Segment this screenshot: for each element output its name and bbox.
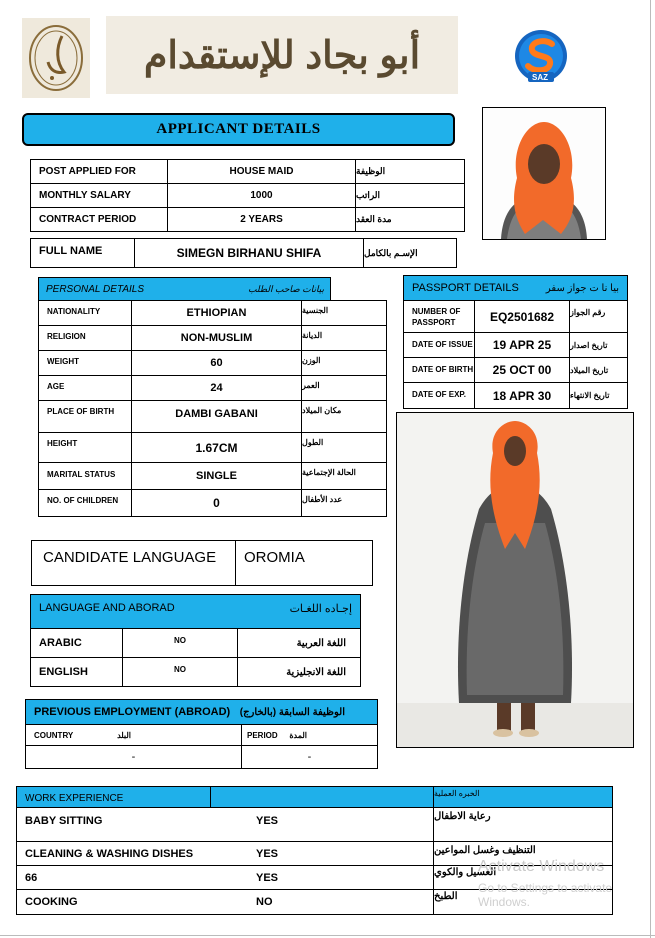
passport-number-label-text: NUMBER OF PASSPORT: [412, 306, 461, 327]
cooking-label: COOKING: [16, 889, 211, 915]
post-applied-ar: الوظيفة: [355, 159, 465, 184]
religion-label: RELIGION: [38, 325, 132, 351]
language-header-label: LANGUAGE AND ABORAD: [39, 602, 175, 614]
personal-header-label: PERSONAL DETAILS: [46, 283, 144, 295]
work-experience-header: WORK EXPERIENCE: [16, 786, 211, 808]
work-experience-header-mid: [210, 786, 434, 808]
applicant-full-body-photo: [396, 412, 634, 748]
issue-date-value: 19 APR 25: [474, 332, 570, 358]
full-name-value: SIMEGN BIRHANU SHIFA: [134, 238, 364, 268]
english-ar: اللغة الانجليزية: [237, 657, 361, 687]
language-header: [30, 594, 361, 629]
banner-text: أبو بجاد للإستقدام: [143, 34, 421, 77]
row-66-value: YES: [210, 865, 434, 890]
activate-windows-hint: Go to Settings to activate Windows.: [478, 881, 613, 909]
cooking-ar: الطبخ: [433, 889, 613, 915]
personal-header-ar: بيانات صاحب الطلب: [248, 283, 324, 294]
baby-sitting-value: YES: [210, 807, 434, 842]
row-66-label: 66: [16, 865, 211, 890]
salary-ar: الراتب: [355, 183, 465, 208]
nationality-value: ETHIOPIAN: [131, 300, 302, 326]
country-label: COUNTRY: [34, 730, 74, 740]
period-label: PERIOD: [247, 730, 278, 740]
passport-number-value: EQ2501682: [474, 300, 570, 333]
cooking-value: NO: [210, 889, 434, 915]
work-experience-header-ar: الخبره العملية: [433, 786, 613, 808]
period-header-cell: [241, 724, 378, 746]
marital-status-label: MARITAL STATUS: [38, 462, 132, 490]
issue-date-label: DATE OF ISSUE: [403, 332, 475, 358]
age-ar: العمر: [301, 375, 387, 401]
baby-sitting-label: BABY SITTING: [16, 807, 211, 842]
height-value: 1.67CM: [131, 432, 302, 463]
row-66-ar: الغسيل والكوي: [433, 865, 613, 890]
previous-employment-ar: الوظيفة السابقة (بالخارج): [239, 706, 345, 718]
contract-label: CONTRACT PERIOD: [30, 207, 168, 232]
cleaning-value: YES: [210, 841, 434, 866]
weight-value: 60: [131, 350, 302, 376]
cleaning-label: CLEANING & WASHING DISHES: [16, 841, 211, 866]
weight-label: WEIGHT: [38, 350, 132, 376]
nationality-label: NATIONALITY: [38, 300, 132, 326]
country-value: -: [25, 745, 242, 769]
passport-details-header: [403, 275, 628, 301]
portrait-icon: [483, 108, 605, 239]
age-value: 24: [131, 375, 302, 401]
passport-header-ar: بيا نا ت جواز سفر: [545, 282, 619, 294]
place-of-birth-ar: مكان الميلاد: [301, 400, 387, 433]
post-applied-value: HOUSE MAID: [167, 159, 356, 184]
period-value: -: [241, 745, 378, 769]
weight-ar: الوزن: [301, 350, 387, 376]
birth-date-label: DATE OF BIRTH: [403, 357, 475, 383]
country-ar: البلد: [117, 730, 131, 740]
marital-status-value: SINGLE: [131, 462, 302, 490]
children-value: 0: [131, 489, 302, 517]
religion-value: NON-MUSLIM: [131, 325, 302, 351]
passport-header-label: PASSPORT DETAILS: [412, 282, 519, 294]
baby-sitting-ar: رعاية الاطفال: [433, 807, 613, 842]
page-title: APPLICANT DETAILS: [22, 113, 455, 146]
agency-logo: [22, 18, 90, 98]
full-name-label: FULL NAME: [30, 238, 135, 268]
issue-date-ar: تاريخ اصدار: [569, 332, 628, 358]
contract-value: 2 YEARS: [167, 207, 356, 232]
period-ar: المدة: [289, 730, 307, 740]
height-label: HEIGHT: [38, 432, 132, 463]
cleaning-ar: التنظيف وغسل المواعين: [433, 841, 613, 866]
full-body-photo-icon: [397, 413, 633, 747]
arabic-value: NO: [122, 628, 238, 658]
post-applied-label: POST APPLIED FOR: [30, 159, 168, 184]
saz-label: SAZ: [532, 73, 548, 82]
nationality-ar: الجنسية: [301, 300, 387, 326]
english-label: ENGLISH: [30, 657, 123, 687]
expiry-date-value: 18 APR 30: [474, 382, 570, 409]
marital-status-ar: الحالة الإجتماعية: [301, 462, 387, 490]
previous-employment-label: PREVIOUS EMPLOYMENT (ABROAD): [34, 706, 231, 718]
candidate-language-value: OROMIA: [235, 540, 373, 586]
country-header-cell: [25, 724, 242, 746]
passport-number-ar: رقم الجواز: [569, 300, 628, 333]
activate-windows-watermark: Activate Windows: [478, 858, 605, 875]
saz-logo: [508, 28, 574, 86]
candidate-language-label: CANDIDATE LANGUAGE: [31, 540, 236, 586]
expiry-date-ar: تاريخ الانتهاء: [569, 382, 628, 409]
full-name-ar: الإسـم بالكامل: [363, 238, 457, 268]
agency-banner: [106, 16, 458, 94]
personal-details-header: [38, 277, 331, 301]
place-of-birth-value: DAMBI GABANI: [131, 400, 302, 433]
age-label: AGE: [38, 375, 132, 401]
arabic-ar: اللغة العربية: [237, 628, 361, 658]
previous-employment-header: [25, 699, 378, 725]
language-header-ar: إجـاده اللغـات: [289, 603, 352, 615]
expiry-date-label: DATE OF EXP.: [403, 382, 475, 409]
salary-value: 1000: [167, 183, 356, 208]
children-ar: عدد الأطفال: [301, 489, 387, 517]
children-label: NO. OF CHILDREN: [38, 489, 132, 517]
english-value: NO: [122, 657, 238, 687]
page-border-right: [650, 0, 651, 938]
calligraphy-seal-icon: [26, 22, 86, 94]
contract-ar: مدة العقد: [355, 207, 465, 232]
page-border-bottom: [0, 935, 655, 936]
salary-label: MONTHLY SALARY: [30, 183, 168, 208]
applicant-portrait: [482, 107, 606, 240]
birth-date-ar: تاريخ الميلاد: [569, 357, 628, 383]
place-of-birth-label: PLACE OF BIRTH: [38, 400, 132, 433]
arabic-label: ARABIC: [30, 628, 123, 658]
height-ar: الطول: [301, 432, 387, 463]
birth-date-value: 25 OCT 00: [474, 357, 570, 383]
religion-ar: الديانة: [301, 325, 387, 351]
passport-number-label: [403, 300, 475, 333]
